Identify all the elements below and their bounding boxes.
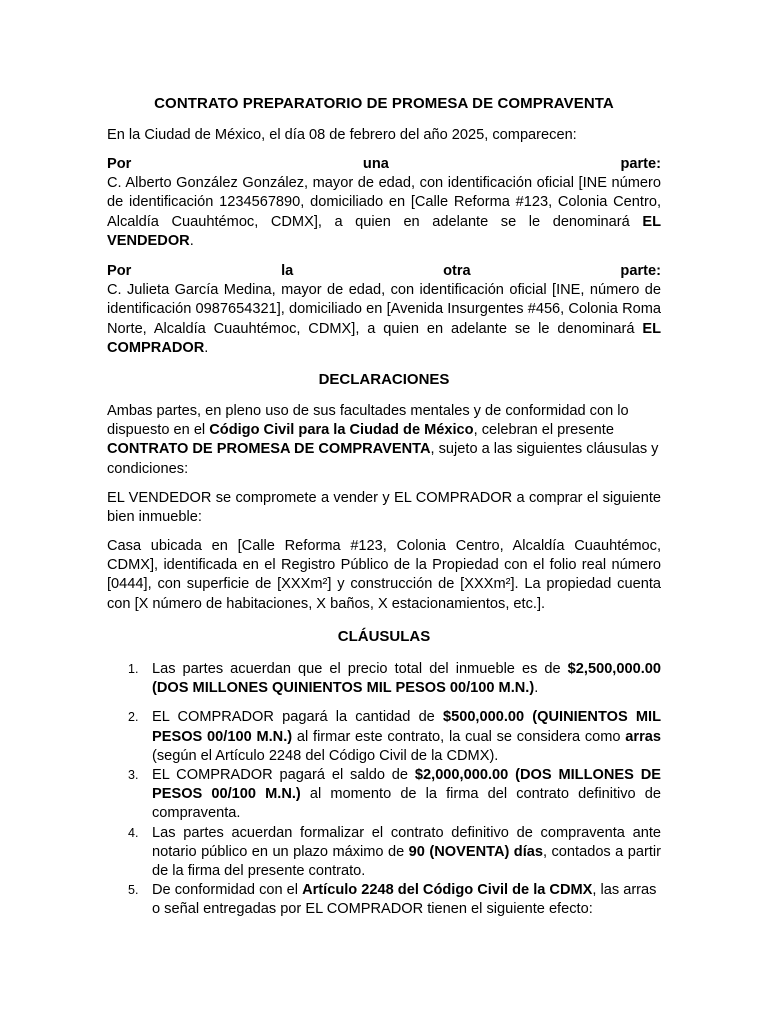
declaration-one — [107, 402, 661, 479]
clause-number: 5. — [128, 883, 139, 898]
party-two-text — [107, 281, 661, 358]
clause-emphasis: arras — [625, 728, 661, 745]
party-one-end: . — [189, 232, 194, 249]
clause-text: al firmar este contrato, la cual se considera como — [292, 728, 626, 745]
party-two-heading-word: otra — [443, 263, 471, 279]
party-one-heading — [107, 155, 661, 174]
party-two-heading — [107, 262, 661, 281]
clause-text: Las partes acuerdan que el precio total del inmueble es de — [152, 661, 568, 677]
clause-text: Las partes acuerdan formalizar el contrato definitivo de compraventa ante notario público en un plazo máximo de — [152, 824, 661, 860]
party-two-heading-word: la — [281, 263, 294, 279]
clause-number: 1. — [128, 662, 139, 676]
party-two-heading-word: parte: — [620, 263, 661, 279]
party-one-role: EL VENDEDOR — [107, 213, 661, 249]
party-two-heading-word: Por — [107, 263, 132, 279]
clause-item — [107, 660, 661, 698]
clause-amount: $2,500,000.00 (DOS MILLONES QUINIENTOS MIL PESOS 00/100 M.N.) — [152, 661, 661, 697]
clause-item — [107, 766, 661, 824]
party-one-heading-word: una — [362, 156, 389, 172]
party-two-end: . — [204, 339, 209, 356]
clause-item — [107, 881, 661, 919]
clause-text: al momento de la firma del contrato definitivo de compraventa. — [152, 786, 662, 822]
clauses-list — [107, 660, 661, 920]
party-two-section — [107, 262, 661, 358]
declaration-one-text: Ambas partes, en pleno uso de sus facultades mentales y de conformidad con lo dispuesto en el — [107, 403, 629, 439]
intro-text: En la Ciudad de México, el día 08 de febrero del año 2025, comparecen: — [107, 127, 577, 143]
clause-text: EL COMPRADOR pagará la cantidad de — [152, 709, 443, 726]
declaration-three: Casa ubicada en [Calle Reforma #123, Colonia Centro, Alcaldía Cuauhtémoc, CDMX], identificada en el Registro Público de la Propiedad con el folio real número [0444], con superficie de [XXXm²] y construcción de [XXXm²]. La propiedad cuenta con [X número de habitaciones, X baños, X estacionamientos, etc.]. — [107, 538, 661, 612]
clause-amount: $2,000,000.00 (DOS MILLONES DE PESOS 00/100 M.N.) — [152, 767, 661, 803]
intro-paragraph — [107, 126, 661, 145]
party-one-text — [107, 174, 661, 251]
party-one-heading-word: parte: — [620, 156, 661, 172]
clause-text: (según el Artículo 2248 del Código Civil de la CDMX). — [152, 747, 499, 764]
clause-text: De conformidad con el — [152, 882, 303, 899]
party-one-heading-word: Por — [107, 156, 132, 172]
clause-item — [107, 824, 661, 882]
clause-number: 3. — [128, 768, 139, 783]
party-one-section — [107, 155, 661, 251]
document-title: CONTRATO PREPARATORIO DE PROMESA DE COMPRAVENTA — [154, 95, 614, 112]
party-one-description: C. Alberto González González, mayor de edad, con identificación oficial [INE número de identificación 1234567890, domiciliado en [Calle Reforma #123, Colonia Centro, Alcaldía Cuauhtémoc, CDMX], a quien en adelante se le denominará — [107, 175, 661, 230]
declaration-one-code-reference: Código Civil para la Ciudad de México — [209, 422, 474, 439]
clause-emphasis: 90 (NOVENTA) días — [408, 843, 543, 860]
clause-text: , contados a partir de la firma del presente contrato. — [152, 843, 661, 880]
clause-text: EL COMPRADOR pagará el saldo de — [152, 767, 415, 784]
clause-code-reference: Artículo 2248 del Código Civil de la CDMX — [302, 882, 593, 899]
declaration-two: EL VENDEDOR se compromete a vender y EL COMPRADOR a comprar el siguiente bien inmueble: — [107, 490, 661, 526]
clause-amount: $500,000.00 (QUINIENTOS MIL PESOS 00/100 M.N.) — [152, 709, 661, 745]
declaration-one-contract-name: CONTRATO DE PROMESA DE COMPRAVENTA — [107, 441, 431, 458]
clause-number: 2. — [128, 710, 139, 725]
clause-item — [107, 708, 661, 766]
clausulas-heading: CLÁUSULAS — [337, 628, 431, 645]
party-two-description: C. Julieta García Medina, mayor de edad, con identificación oficial [INE, número de identificación 0987654321], domiciliado en [Avenida Insurgentes #456, Colonia Roma Norte, Alcaldía Cuauhtémoc, CDMX], a quien en adelante se le denominará — [107, 282, 661, 337]
clause-text: . — [534, 680, 539, 697]
party-two-role: EL COMPRADOR — [107, 320, 661, 356]
declaration-one-text: , sujeto a las siguientes cláusulas y condiciones: — [107, 441, 659, 477]
declaration-one-text: , celebran el presente — [473, 422, 614, 439]
clause-number: 4. — [128, 825, 139, 840]
declaraciones-heading: DECLARACIONES — [318, 371, 450, 388]
clause-text: , las arras o señal entregadas por EL COMPRADOR tienen el siguiente efecto: — [152, 882, 657, 918]
